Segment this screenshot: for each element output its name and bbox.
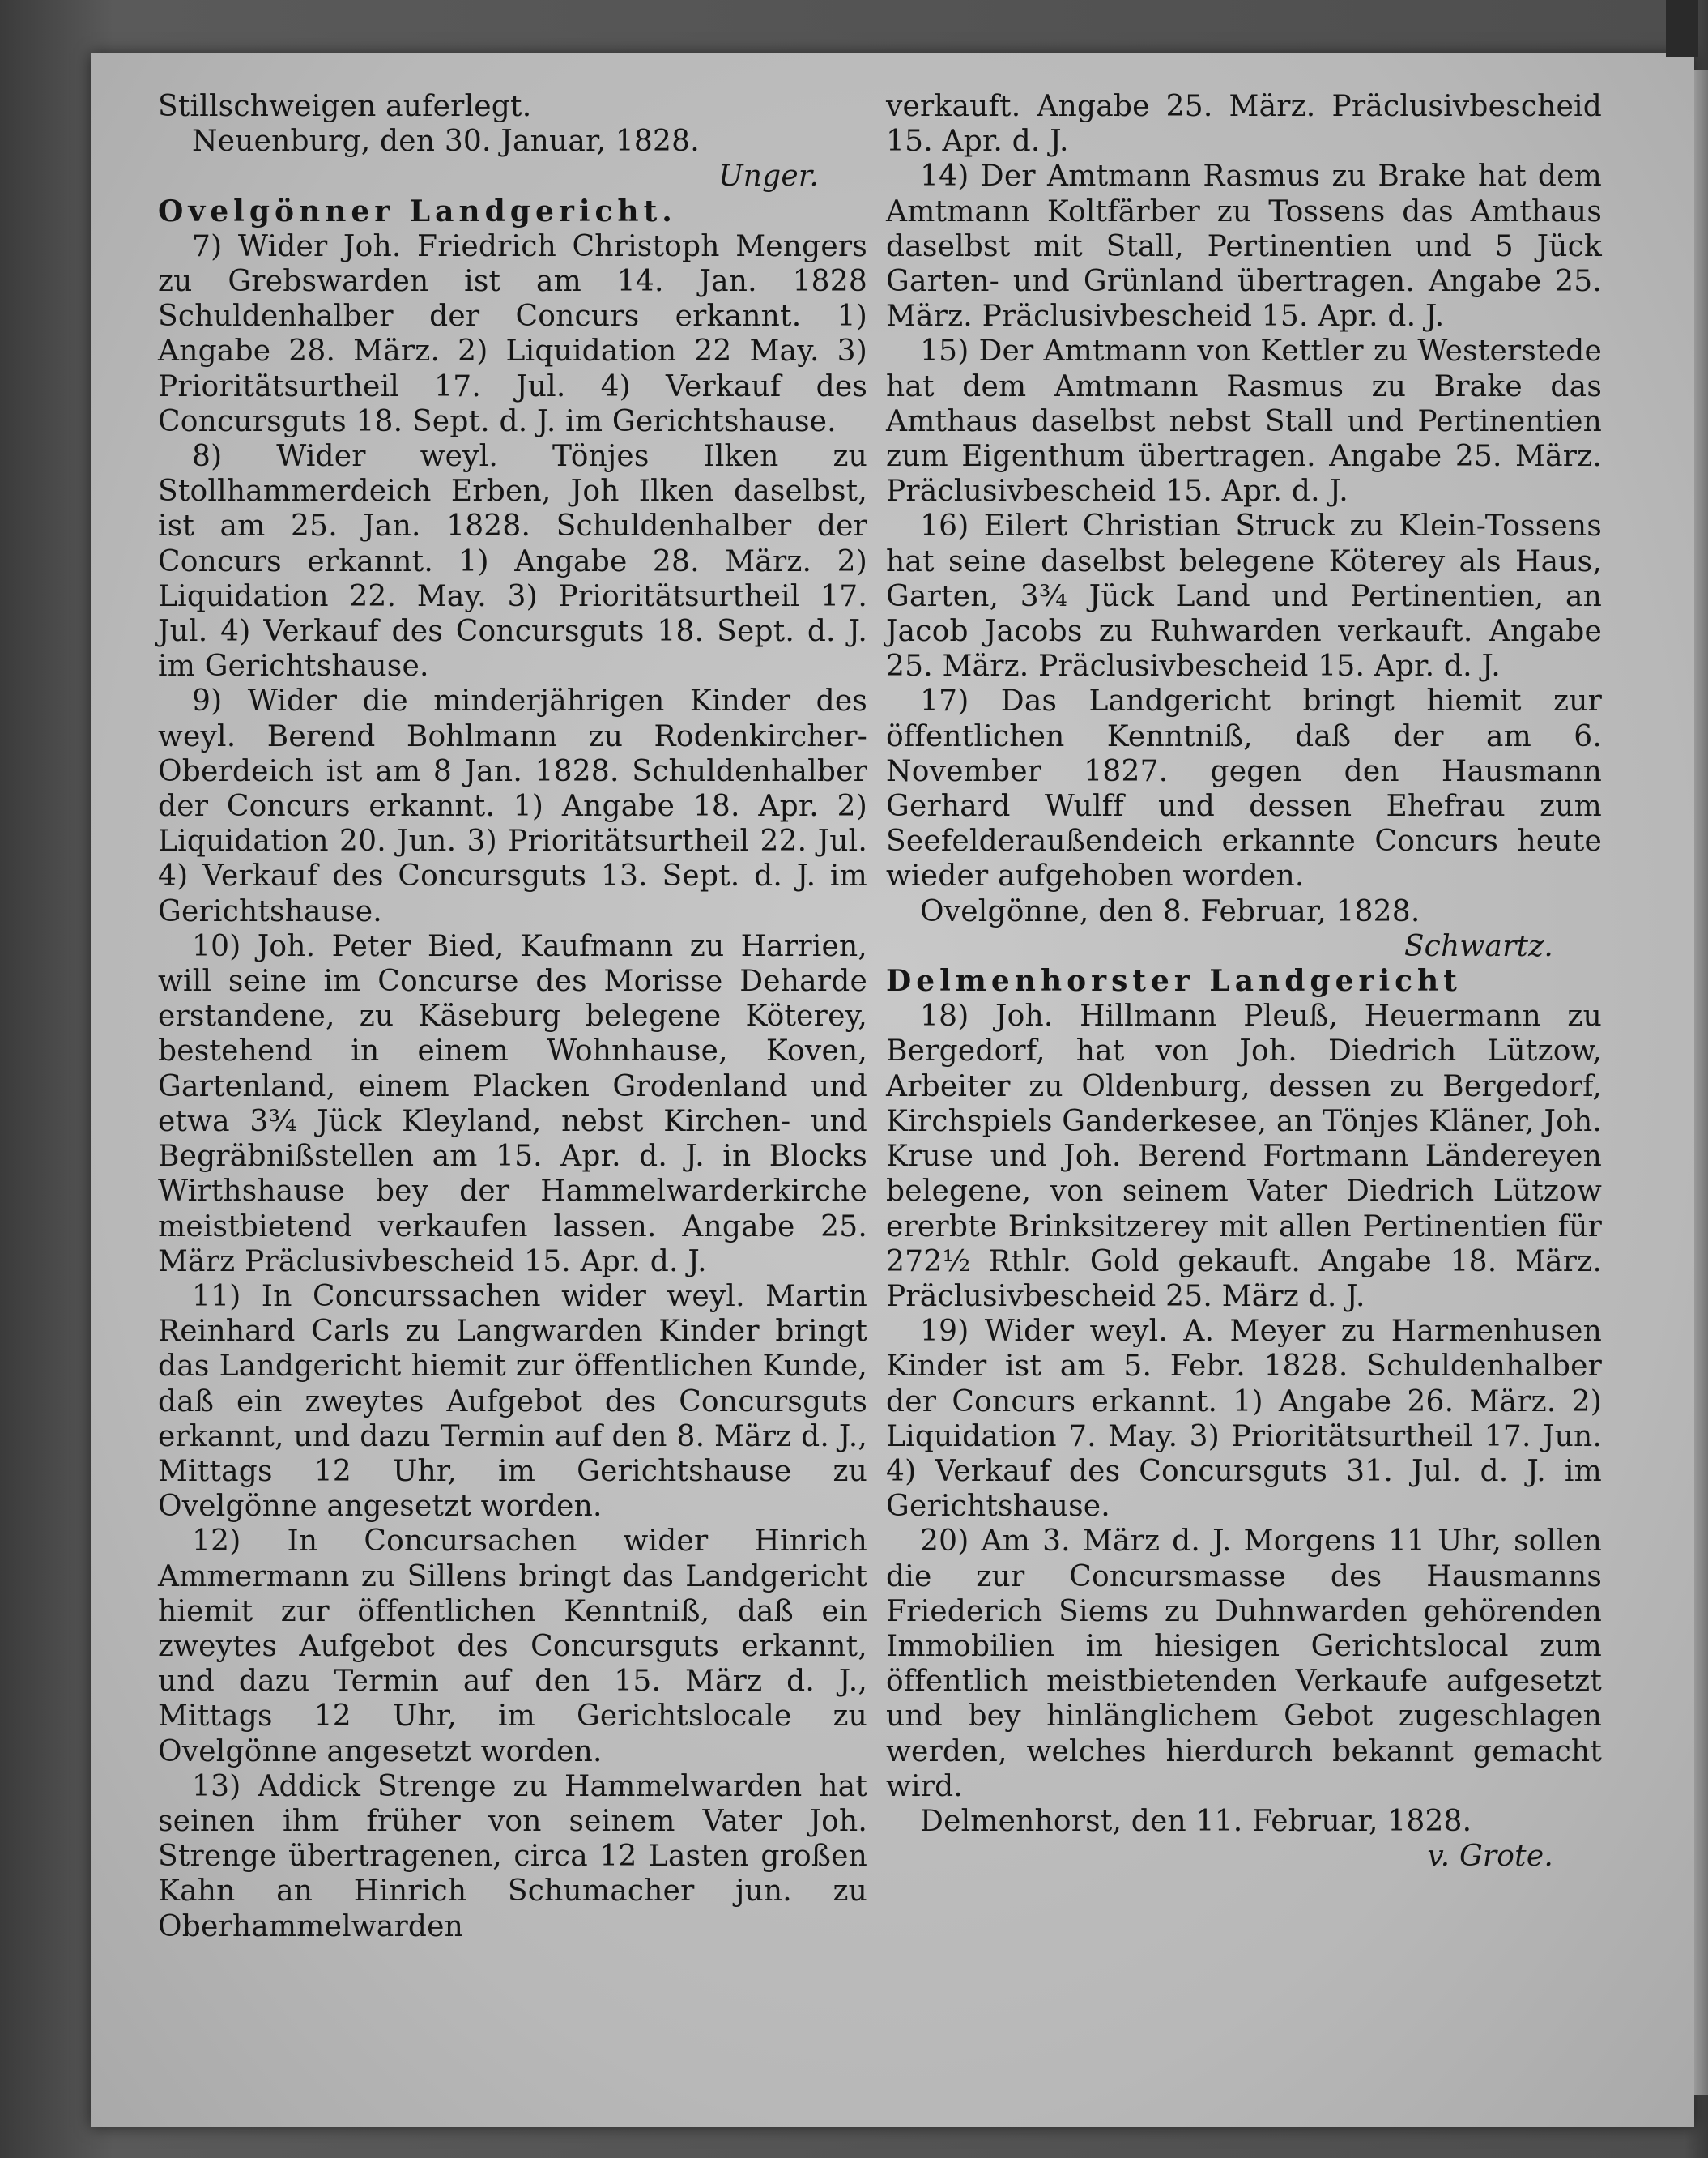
notice-17: 17) Das Landgericht bringt hiemit zur öffentlichen Kenntniß, daß der am 6. November 1827. gegen den Hausmann Gerhard Wulff und dessen Ehefrau zum Seefelderaußendeich erkannte Concurs heute wieder aufgehoben worden. [886, 685, 1602, 893]
notice-9: 9) Wider die minderjährigen Kinder des weyl. Berend Bohlmann zu Rodenkircher-Oberdeich ist am 8 Jan. 1828. Schuldenhalber der Concurs erkannt. 1) Angabe 18. Apr. 2) Liquidation 20. Jun. 3) Prioritätsurtheil 22. Jul. 4) Verkauf des Concursguts 13. Sept. d. J. im Gerichtshause. [158, 685, 867, 928]
right-column [886, 89, 1602, 1874]
notice-13: 13) Addick Strenge zu Hammelwarden hat seinen ihm früher von seinem Vater Joh. Strenge übertragenen, circa 12 Lasten großen Kahn an Hinrich Schumacher jun. zu Oberhammelwarden [158, 1769, 867, 1943]
place-date-ovelgoenne: Ovelgönne, den 8. Februar, 1828. [920, 894, 1420, 928]
scan-corner-mark [1666, 0, 1698, 57]
left-column [158, 89, 867, 1944]
notice-7: 7) Wider Joh. Friedrich Christoph Mengers zu Grebswarden ist am 14. Jan. 1828 Schuldenhalber der Concurs erkannt. 1) Angabe 28. März. 2) Liquidation 22 May. 3) Prioritätsurtheil 17. Jul. 4) Verkauf des Concursguts 18. Sept. d. J. im Gerichtshause. [158, 229, 867, 438]
notice-10: 10) Joh. Peter Bied, Kaufmann zu Harrien, will seine im Concurse des Morisse Deharde erstandene, zu Käseburg belegene Köterey, bestehend in einem Wohnhause, Koven, Gartenland, einem Placken Grodenland und etwa 3¾ Jück Kleyland, nebst Kirchen- und Begräbnißstellen am 15. Apr. d. J. in Blocks Wirthshause bey der Hammelwarderkirche meistbietend verkaufen lassen. Angabe 25. März Präclusivbescheid 15. Apr. d. J. [158, 929, 867, 1278]
intro-place-date: Neuenburg, den 30. Januar, 1828. [192, 125, 700, 159]
notice-16: 16) Eilert Christian Struck zu Klein-Tossens hat seine daselbst belegene Köterey als Haus, Garten, 3¾ Jück Land und Pertinentien, an Jacob Jacobs zu Ruhwarden verkauft. Angabe 25. März. Präclusivbescheid 15. Apr. d. J. [886, 510, 1602, 684]
intro-signature: Unger. [718, 160, 819, 194]
signature-grote: v. Grote. [1427, 1840, 1553, 1874]
notice-20: 20) Am 3. März d. J. Morgens 11 Uhr, sollen die zur Concursmasse des Hausmanns Friederich Siems zu Duhnwarden gehörenden Immobilien im hiesigen Gerichtslocal zum öffentlich meistbietenden Verkaufe aufgesetzt und bey hinlänglichem Gebot zugeschlagen werden, welches hierdurch bekannt gemacht wird. [886, 1525, 1602, 1803]
notice-8: 8) Wider weyl. Tönjes Ilken zu Stollhammerdeich Erben, Joh Ilken daselbst, ist am 25. Jan. 1828. Schuldenhalber der Concurs erkannt. 1) Angabe 28. März. 2) Liquidation 22. May. 3) Prioritätsurtheil 17. Jul. 4) Verkauf des Concursguts 18. Sept. d. J. im Gerichtshause. [158, 440, 867, 684]
intro-line: Stillschweigen auferlegt. [158, 90, 532, 123]
notice-14: 14) Der Amtmann Rasmus zu Brake hat dem Amtmann Koltfärber zu Tossens das Amthaus daselbst mit Stall, Pertinentien und 5 Jück Garten- und Grünland übertragen. Angabe 25. März. Präclusivbescheid 15. Apr. d. J. [886, 160, 1602, 334]
page-edge [1694, 70, 1708, 2095]
notice-15: 15) Der Amtmann von Kettler zu Westerstede hat dem Amtmann Rasmus zu Brake das Amthaus daselbst nebst Stall und Pertinentien zum Eigenthum übertragen. Angabe 25. März. Präclusivbescheid 15. Apr. d. J. [886, 335, 1602, 509]
section-heading-delmenhorst: Delmenhorster Landgericht [886, 964, 1462, 999]
place-date-delmenhorst: Delmenhorst, den 11. Februar, 1828. [920, 1804, 1472, 1838]
notice-11: 11) In Concurssachen wider weyl. Martin Reinhard Carls zu Langwarden Kinder bringt das Landgericht hiemit zur öffentlichen Kunde, daß ein zweytes Aufgebot des Concursguts erkannt, und dazu Termin auf den 8. März d. J., Mittags 12 Uhr, im Gerichtshause zu Ovelgönne angesetzt worden. [158, 1279, 867, 1524]
continuation-text: verkauft. Angabe 25. März. Präclusivbescheid 15. Apr. d. J. [886, 90, 1602, 159]
signature-schwartz: Schwartz. [1403, 929, 1553, 963]
notice-12: 12) In Concursachen wider Hinrich Ammermann zu Sillens bringt das Landgericht hiemit zur öffentlichen Kenntniß, daß ein zweytes Aufgebot des Concursguts erkannt, und dazu Termin auf den 15. März d. J., Mittags 12 Uhr, im Gerichtslocale zu Ovelgönne angesetzt worden. [158, 1525, 867, 1768]
notice-19: 19) Wider weyl. A. Meyer zu Harmenhusen Kinder ist am 5. Febr. 1828. Schuldenhalber der Concurs erkannt. 1) Angabe 26. März. 2) Liquidation 7. May. 3) Prioritätsurtheil 17. Jun. 4) Verkauf des Concursguts 31. Jul. d. J. im Gerichtshause. [886, 1315, 1602, 1524]
section-heading-ovelgoenne: Ovelgönner Landgericht. [158, 194, 677, 228]
notice-18: 18) Joh. Hillmann Pleuß, Heuermann zu Bergedorf, hat von Joh. Diedrich Lützow, Arbeiter zu Oldenburg, dessen zu Bergedorf, Kirchspiels Ganderkesee, an Tönjes Kläner, Joh. Kruse und Joh. Berend Fortmann Ländereyen belegene, von seinem Vater Diedrich Lützow ererbte Brinksitzerey mit allen Pertinentien für 272½ Rthlr. Gold gekauft. Angabe 18. März. Präclusivbescheid 25. März d. J. [886, 1000, 1602, 1313]
